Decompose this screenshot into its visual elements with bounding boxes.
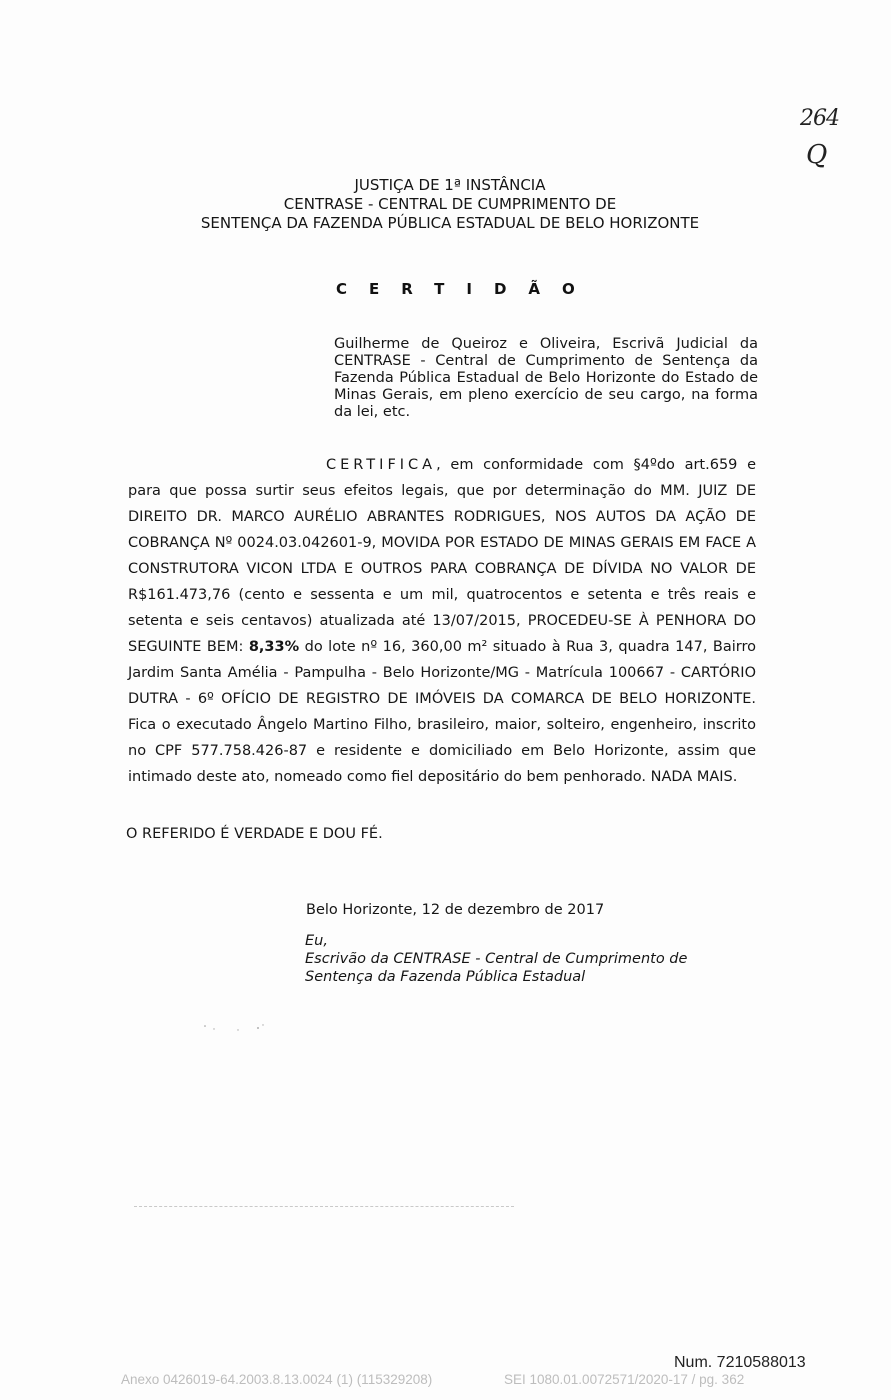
signature-block bbox=[305, 932, 687, 986]
header-line-1: JUSTIÇA DE 1ª INSTÂNCIA bbox=[354, 176, 546, 194]
intro-paragraph: Guilherme de Queiroz e Oliveira, Escrivã Judicial da CENTRASE - Central de Cumprimento de Sentença da Fazenda Pública Estadual de Belo Horizonte do Estado de Minas Gerais, em pleno exercício de seu cargo, na forma da lei, etc. bbox=[334, 336, 758, 420]
body-text-part-1: , em conformidade com §4ºdo art.659 e para que possa surtir seus efeitos legais, que por determinação do MM. JUIZ DE DIREITO DR. MARCO AURÉLIO ABRANTES RODRIGUES, NOS AUTOS DA AÇÃO DE COBRANÇA Nº 0024.03.042601-9, MOVIDA POR ESTADO DE MINAS GERAIS EM FACE A CONSTRUTORA VICON LTDA E OUTROS PARA COBRANÇA DE DÍVIDA NO VALOR DE R$161.473,76 (cento e sessenta e um mil, quatrocentos e setenta e três reais e setenta e seis centavos) atualizada até 13/07/2015, PROCEDEU-SE À PENHORA DO SEGUINTE BEM: bbox=[128, 457, 756, 655]
header-line-2: CENTRASE - CENTRAL DE CUMPRIMENTO DE bbox=[283, 195, 617, 213]
signature-line-3: Sentença da Fazenda Pública Estadual bbox=[305, 969, 586, 985]
handwritten-rubric: Q bbox=[806, 140, 828, 170]
certifica-keyword: CERTIFICA bbox=[326, 457, 437, 473]
place-date-line: Belo Horizonte, 12 de dezembro de 2017 bbox=[306, 902, 605, 918]
body-text-part-2: do lote nº 16, 360,00 m² situado à Rua 3, quadra 147, Bairro Jardim Santa Amélia - Pampulha - Belo Horizonte/MG - Matrícula 100667 - CARTÓRIO DUTRA - 6º OFÍCIO DE REGISTRO DE IMÓVEIS DA COMARCA DE BELO HORIZONTE. Fica o executado Ângelo Martino Filho, brasileiro, maior, solteiro, engenheiro, inscrito no CPF 577.758.426-87 e residente e domiciliado em Belo Horizonte, assim que intimado deste ato, nomeado como fiel depositário do bem penhorado. NADA MAIS. bbox=[128, 639, 756, 785]
scan-noise-marks bbox=[200, 1020, 270, 1034]
closing-statement: O REFERIDO É VERDADE E DOU FÉ. bbox=[126, 826, 383, 842]
share-percentage: 8,33% bbox=[248, 639, 300, 655]
signature-line-2: Escrivão da CENTRASE - Central de Cumprimento de bbox=[305, 951, 688, 967]
header-line-3: SENTENÇA DA FAZENDA PÚBLICA ESTADUAL DE BELO HORIZONTE bbox=[200, 214, 700, 232]
court-header bbox=[150, 176, 750, 233]
signature-line-1: Eu, bbox=[305, 933, 328, 949]
handwritten-folio-number: 264 bbox=[800, 106, 839, 131]
certification-body bbox=[128, 452, 756, 790]
document-number: Num. 7210588013 bbox=[674, 1354, 806, 1371]
scan-artifact-line bbox=[134, 1206, 514, 1207]
footer-annex-reference: Anexo 0426019-64.2003.8.13.0024 (1) (115329208) bbox=[121, 1372, 433, 1387]
footer-sei-reference: SEI 1080.01.0072571/2020-17 / pg. 362 bbox=[504, 1372, 745, 1387]
document-title: CERTIDÃO bbox=[336, 280, 597, 298]
